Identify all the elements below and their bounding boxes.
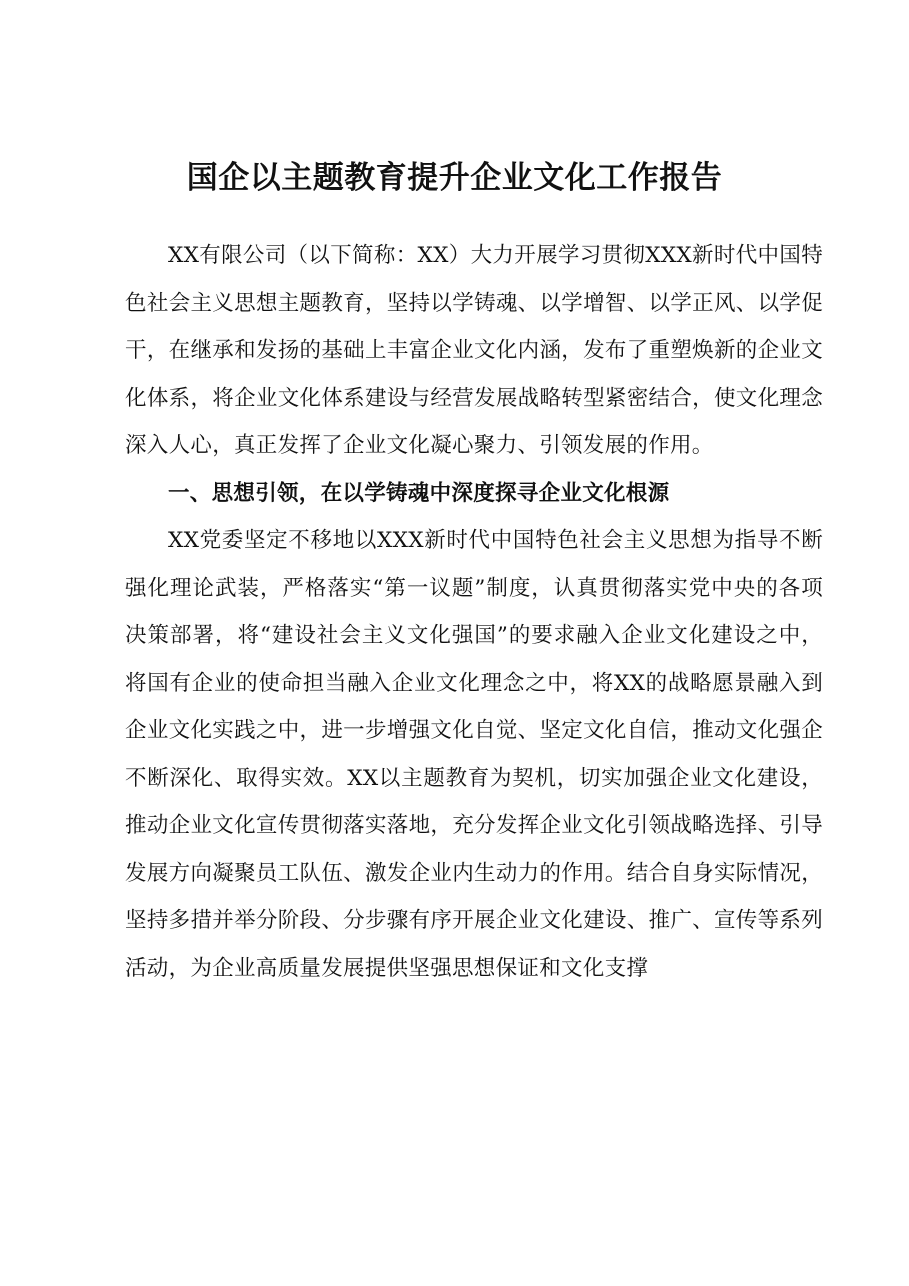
document-title: 国企以主题教育提升企业文化工作报告 (186, 160, 723, 196)
intro-paragraph: XX有限公司（以下简称：XX）大力开展学习贯彻XXX新时代中国特色社会主义思想主题教育，坚持以学铸魂、以学增智、以学正风、以学促干，在继承和发扬的基础上丰富企业文化内涵，发布了重塑焕新的企业文化体系，将企业文化体系建设与经营发展战略转型紧密结合，使文化理念深入人心，真正发挥了企业文化凝心聚力、引领发展的作用。 (125, 243, 823, 458)
section-paragraph: XX党委坚定不移地以XXX新时代中国特色社会主义思想为指导不断强化理论武装，严格落实“第一议题”制度，认真贯彻落实党中央的各项决策部署，将“建设社会主义文化强国”的要求融入企业文化建设之中，将国有企业的使命担当融入企业文化理念之中，将XX的战略愿景融入到企业文化实践之中，进一步增强文化自觉、坚定文化自信，推动文化强企不断深化、取得实效。XX以主题教育为契机，切实加强企业文化建设，推动企业文化宣传贯彻落实落地，充分发挥企业文化引领战略选择、引导发展方向凝聚员工队伍、激发企业内生动力的作用。结合自身实际情况，坚持多措并举分阶段、分步骤有序开展企业文化建设、推广、宣传等系列活动，为企业高质量发展提供坚强思想保证和文化支撑 (125, 528, 823, 981)
document-body (125, 232, 823, 992)
section-heading: 一、思想引领，在以学铸魂中深度探寻企业文化根源 (168, 480, 670, 506)
